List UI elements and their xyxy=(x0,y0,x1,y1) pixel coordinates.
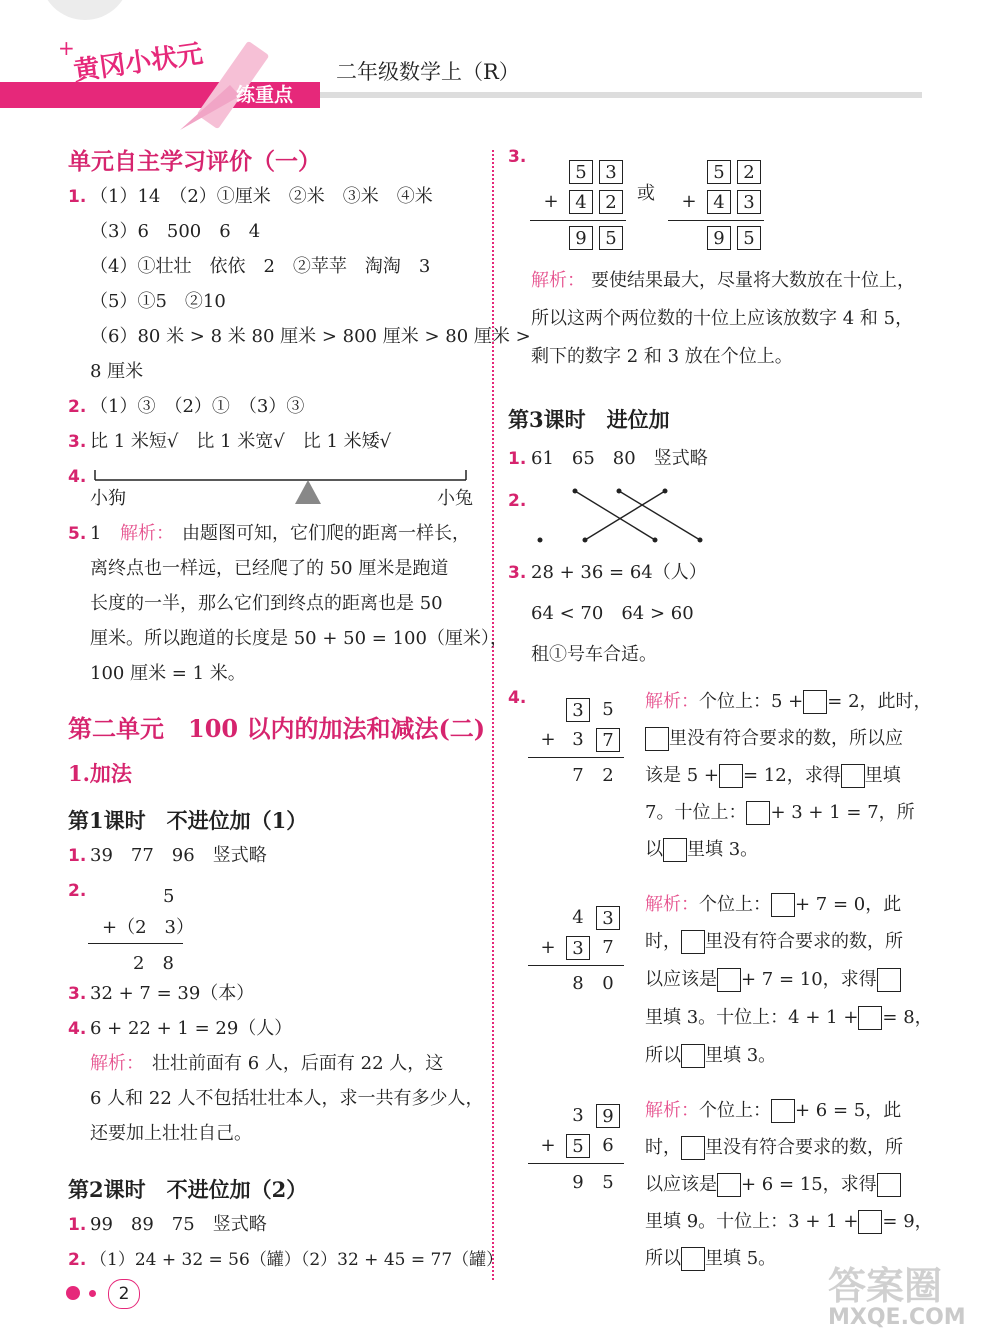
q5-analysis-line: 长度的一半，那么它们到终点的距离也是 50 xyxy=(90,593,443,614)
e2-line xyxy=(645,1044,776,1068)
lesson3-title: 第3课时 进位加 xyxy=(508,407,670,432)
e3-text: + 6 = 5，此 xyxy=(795,1100,902,1121)
e1-line xyxy=(645,690,932,714)
calc-b-res-tens: 9 xyxy=(707,226,731,250)
e1-line xyxy=(645,727,903,751)
e2-text: 里没有符合要求的数，所 xyxy=(705,931,903,952)
r-q3-analysis-line: 剩下的数字 2 和 3 放在个位上。 xyxy=(531,346,793,367)
l2-q1-number: 1. xyxy=(68,1215,87,1235)
e2-text: 里填 3。十位上：4 + 1 + xyxy=(645,1007,859,1028)
v2-top-ones: 3 xyxy=(596,906,620,930)
q5-analysis-line: 厘米。所以跑道的长度是 50 + 50 = 100（厘米）， xyxy=(90,628,508,649)
l3-q1-number: 1. xyxy=(508,449,527,469)
v3-plus: + xyxy=(540,1135,556,1156)
v3-top-tens: 3 xyxy=(572,1105,584,1126)
v2-plus: + xyxy=(540,937,556,958)
page-dot-small xyxy=(89,1290,96,1297)
l3-q3-number: 3. xyxy=(508,563,527,583)
v2-res-ones: 0 xyxy=(602,973,614,994)
q5-answer: 1 xyxy=(90,523,102,544)
v2-top-tens: 4 xyxy=(572,907,584,928)
calc-b-top-ones: 2 xyxy=(737,160,761,184)
blank-box xyxy=(645,727,669,751)
q1-number: 1. xyxy=(68,187,87,207)
l1-q2-number: 2. xyxy=(68,881,87,901)
or-text: 或 xyxy=(637,183,655,204)
q1-line: （4）①壮壮 依依 2 ②苹苹 淘淘 3 xyxy=(90,256,431,277)
q1-line: （1）14 （2）①厘米 ②米 ③米 ④米 xyxy=(90,186,433,207)
q5-number: 5. xyxy=(68,524,87,544)
v2-add-ones: 7 xyxy=(602,937,614,958)
l1-q4-number: 4. xyxy=(68,1019,87,1039)
v1-top-ones: 5 xyxy=(602,699,614,720)
calc-a-res-ones: 5 xyxy=(599,226,623,250)
q4-left-label: 小狗 xyxy=(90,488,126,509)
blank-box xyxy=(771,1099,795,1123)
blank-box xyxy=(841,764,865,788)
e3-text: 里填 5。 xyxy=(705,1248,777,1269)
calc-a-top-tens: 5 xyxy=(569,160,593,184)
v3-top-ones: 9 xyxy=(596,1104,620,1128)
q3-answer: 比 1 米短√ 比 1 米宽√ 比 1 米矮√ xyxy=(90,431,392,452)
v1-res-ones: 2 xyxy=(602,765,614,786)
v2-rule xyxy=(528,965,624,966)
calc-a-top-ones: 3 xyxy=(599,160,623,184)
e2-text: = 8， xyxy=(882,1007,933,1028)
e3-text: 以应该是 xyxy=(645,1174,717,1195)
e3-text: = 9， xyxy=(882,1211,933,1232)
e2-text: 里填 3。 xyxy=(705,1045,777,1066)
e1-text: 里没有符合要求的数，所以应 xyxy=(669,728,903,749)
blank-box xyxy=(771,893,795,917)
book-title: 二年级数学上（R） xyxy=(336,60,520,84)
blank-box xyxy=(877,968,901,992)
e2-text: 个位上： xyxy=(699,894,771,915)
calc-a-add-tens: 4 xyxy=(569,190,593,214)
l1-q4-analysis-line: 壮壮前面有 6 人，后面有 22 人，这 xyxy=(152,1053,444,1074)
v1-add-tens: 3 xyxy=(572,729,584,750)
watermark-logo: 答案圈 xyxy=(828,1264,943,1308)
calc-a-add-ones: 2 xyxy=(599,190,623,214)
l3-q2-number: 2. xyxy=(508,491,527,511)
v3-add-ones: 6 xyxy=(602,1135,614,1156)
r-q3-analysis-label: 解析： xyxy=(531,270,585,291)
e2-text: + 7 = 0，此 xyxy=(795,894,902,915)
e3-line xyxy=(645,1210,933,1234)
calc-a-plus: + xyxy=(543,191,559,212)
e1-text: 里填 xyxy=(864,765,901,786)
blank-box xyxy=(681,1044,705,1068)
l1-q2-result: 2 8 xyxy=(133,953,174,974)
e2-text: + 7 = 10，求得 xyxy=(741,969,877,990)
q5-analysis-line: 由题图可知，它们爬的距离一样长， xyxy=(182,523,470,544)
q4-right-label: 小兔 xyxy=(437,488,473,509)
calc-a-rule xyxy=(530,220,626,221)
q1-line: （6）80 米 > 8 米 80 厘米 > 800 厘米 > 80 厘米 > xyxy=(90,326,531,347)
e2-label: 解析： xyxy=(645,894,699,915)
v3-add-tens: 5 xyxy=(566,1134,590,1158)
v1-res-tens: 7 xyxy=(572,765,584,786)
addition-subtitle: 1.加法 xyxy=(68,761,132,786)
page-dot-large xyxy=(66,1286,80,1300)
e1-text: = 12，求得 xyxy=(742,765,841,786)
e2-text: 所以 xyxy=(645,1045,681,1066)
lesson2-title: 第2课时 不进位加（2） xyxy=(68,1177,308,1202)
q1-line: （5）①5 ②10 xyxy=(90,291,226,312)
e1-text: = 2，此时， xyxy=(827,691,932,712)
q2-number: 2. xyxy=(68,397,87,417)
blank-box xyxy=(663,838,687,862)
l3-q1-answer: 61 65 80 竖式略 xyxy=(531,448,708,469)
svg-text:黄冈小状元: 黄冈小状元 xyxy=(71,39,205,87)
e3-line xyxy=(645,1099,901,1123)
l2-q1-answer: 99 89 75 竖式略 xyxy=(90,1214,267,1235)
calc-b-res-ones: 5 xyxy=(737,226,761,250)
matching-lines-diagram xyxy=(530,484,720,548)
l2-q2-number: 2. xyxy=(68,1250,87,1270)
e3-text: 所以 xyxy=(645,1248,681,1269)
calc-b-plus: + xyxy=(681,191,697,212)
q5-analysis-line: 100 厘米 = 1 米。 xyxy=(90,663,246,684)
e3-line xyxy=(645,1173,901,1197)
l3-q3-line: 28 + 36 = 64（人） xyxy=(531,562,707,583)
e1-line xyxy=(645,764,901,788)
blank-box xyxy=(717,1173,741,1197)
l2-q2-answer: （1）24 + 32 = 56（罐）（2）32 + 45 = 77（罐） xyxy=(90,1250,504,1270)
header-decor-circle xyxy=(40,0,130,20)
l3-q3-line: 租①号车合适。 xyxy=(531,644,657,665)
l1-q4-analysis-label: 解析： xyxy=(90,1053,144,1074)
unit-eval-title: 单元自主学习评价（一） xyxy=(68,148,321,175)
page-number: 2 xyxy=(108,1279,140,1309)
l1-q3-answer: 32 + 7 = 39（本） xyxy=(90,983,255,1004)
e3-text: 个位上： xyxy=(699,1100,771,1121)
l1-q2-top: 5 xyxy=(163,886,175,907)
svg-text:+: + xyxy=(58,36,75,60)
blank-box xyxy=(719,764,743,788)
v2-res-tens: 8 xyxy=(572,973,584,994)
e1-text: 以 xyxy=(645,839,663,860)
q5-analysis-line: 离终点也一样远，已经爬了的 50 厘米是跑道 xyxy=(90,558,449,579)
q1-line: （3）6 500 6 4 xyxy=(90,221,261,242)
q4-number: 4. xyxy=(68,467,87,487)
l1-q4-analysis-line: 6 人和 22 人不包括壮壮本人，求一共有多少人， xyxy=(90,1088,484,1109)
calc-b-add-tens: 4 xyxy=(707,190,731,214)
l3-q4-number: 4. xyxy=(508,688,527,708)
column-divider xyxy=(492,150,494,1280)
e1-text: 该是 5 + xyxy=(645,765,719,786)
blank-box xyxy=(681,930,705,954)
q1-line: 8 厘米 xyxy=(90,361,144,382)
q5-analysis-label: 解析： xyxy=(120,523,174,544)
v3-rule xyxy=(528,1163,624,1164)
blank-box xyxy=(717,968,741,992)
v3-res-ones: 5 xyxy=(602,1172,614,1193)
e2-text: 时， xyxy=(645,931,681,952)
e2-text: 以应该是 xyxy=(645,969,717,990)
e1-text: + 3 + 1 = 7，所 xyxy=(770,802,915,823)
v3-res-tens: 9 xyxy=(572,1172,584,1193)
l3-q3-line: 64 < 70 64 > 60 xyxy=(531,603,694,624)
seesaw-diagram xyxy=(90,464,480,510)
e1-text: 里填 3。 xyxy=(687,839,759,860)
l1-q4-analysis-line: 还要加上壮壮自己。 xyxy=(90,1123,252,1144)
l1-q3-number: 3. xyxy=(68,984,87,1004)
l1-q2-addend: +（2 3） xyxy=(102,917,194,938)
e3-text: + 6 = 15，求得 xyxy=(741,1174,877,1195)
e3-text: 时， xyxy=(645,1137,681,1158)
l1-q1-number: 1. xyxy=(68,846,87,866)
e1-text: 个位上：5 + xyxy=(699,691,804,712)
e3-text: 里没有符合要求的数，所 xyxy=(705,1137,903,1158)
blank-box xyxy=(858,1210,882,1234)
e3-line xyxy=(645,1247,776,1271)
l1-q1-answer: 39 77 96 竖式略 xyxy=(90,845,267,866)
e3-text: 里填 9。十位上：3 + 1 + xyxy=(645,1211,859,1232)
r-q3-number: 3. xyxy=(508,147,527,167)
r-q3-analysis-line: 要使结果最大，尽量将大数放在十位上， xyxy=(591,270,915,291)
e2-line xyxy=(645,968,901,992)
q2-answer: （1）③ （2）① （3）③ xyxy=(90,396,305,417)
e3-line xyxy=(645,1136,903,1160)
blank-box xyxy=(746,801,770,825)
calc-b-add-ones: 3 xyxy=(737,190,761,214)
blank-box xyxy=(681,1136,705,1160)
lesson1-title: 第1课时 不进位加（1） xyxy=(68,808,308,833)
e3-label: 解析： xyxy=(645,1100,699,1121)
v1-top-tens: 3 xyxy=(566,698,590,722)
calc-b-top-tens: 5 xyxy=(707,160,731,184)
blank-box xyxy=(803,690,827,714)
v2-add-tens: 3 xyxy=(566,936,590,960)
unit2-title: 第二单元 100 以内的加法和减法(二) xyxy=(68,714,486,743)
blank-box xyxy=(877,1173,901,1197)
q3-number: 3. xyxy=(68,432,87,452)
calc-b-rule xyxy=(668,220,764,221)
header-rule xyxy=(320,92,922,98)
series-tag: 练重点 xyxy=(236,84,294,106)
e1-line xyxy=(645,801,915,825)
calc-a-res-tens: 9 xyxy=(569,226,593,250)
e2-line xyxy=(645,930,903,954)
r-q3-analysis-line: 所以这两个两位数的十位上应该放数字 4 和 5， xyxy=(531,308,914,329)
watermark-url: MXQE.COM xyxy=(828,1305,966,1330)
blank-box xyxy=(681,1247,705,1271)
v1-plus: + xyxy=(540,729,556,750)
e2-line xyxy=(645,893,901,917)
e2-line xyxy=(645,1006,933,1030)
blank-box xyxy=(858,1006,882,1030)
l1-q4-answer: 6 + 22 + 1 = 29（人） xyxy=(90,1018,293,1039)
v1-rule xyxy=(528,757,624,758)
e1-label: 解析： xyxy=(645,691,699,712)
e1-line xyxy=(645,838,758,862)
e1-text: 7。十位上： xyxy=(645,802,747,823)
v1-add-ones: 7 xyxy=(596,728,620,752)
l1-q2-rule xyxy=(88,943,183,944)
